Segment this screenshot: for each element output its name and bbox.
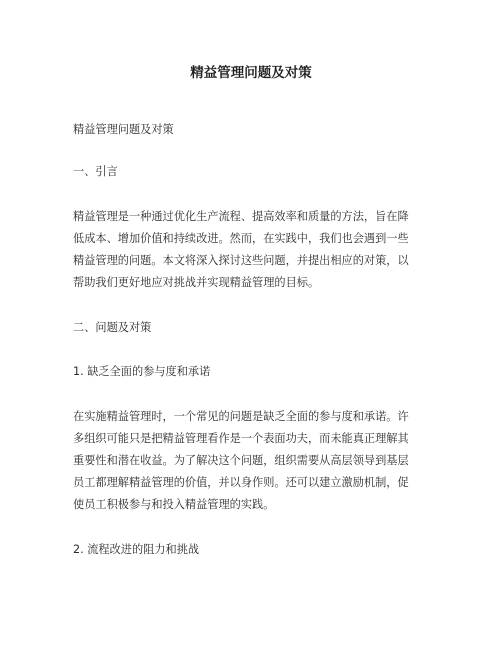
problem-1-paragraph-line: 使员工积极参与和投入精益管理的实践。 [73, 498, 275, 511]
problem-1-paragraph-line: 多组织可能只是把精益管理看作是一个表面功夫，而未能真正理解其 [73, 432, 409, 445]
problem-2-heading: 2. 流程改进的阻力和挑战 [73, 543, 200, 556]
section-heading-problems: 二、问题及对策 [73, 321, 152, 334]
intro-paragraph-line: 精益管理是一种通过优化生产流程、提高效率和质量的方法，旨在降 [73, 210, 409, 223]
problem-1-paragraph-line: 重要性和潜在收益。为了解决这个问题，组织需要从高层领导到基层 [73, 454, 409, 467]
problem-1-heading: 1. 缺乏全面的参与度和承诺 [73, 365, 211, 378]
intro-paragraph-line: 低成本、增加价值和持续改进。然而，在实践中，我们也会遇到一些 [73, 232, 409, 245]
intro-paragraph-line: 精益管理的问题。本文将深入探讨这些问题，并提出相应的对策，以 [73, 254, 409, 267]
problem-1-paragraph-line: 员工都理解精益管理的价值，并以身作则。还可以建立激励机制，促 [73, 476, 409, 489]
section-heading-intro: 一、引言 [73, 165, 118, 178]
document-subtitle: 精益管理问题及对策 [73, 123, 174, 136]
intro-paragraph-line: 帮助我们更好地应对挑战并实现精益管理的目标。 [73, 276, 320, 289]
problem-1-paragraph-line: 在实施精益管理时，一个常见的问题是缺乏全面的参与度和承诺。许 [73, 410, 409, 423]
document-title: 精益管理问题及对策 [190, 65, 312, 81]
